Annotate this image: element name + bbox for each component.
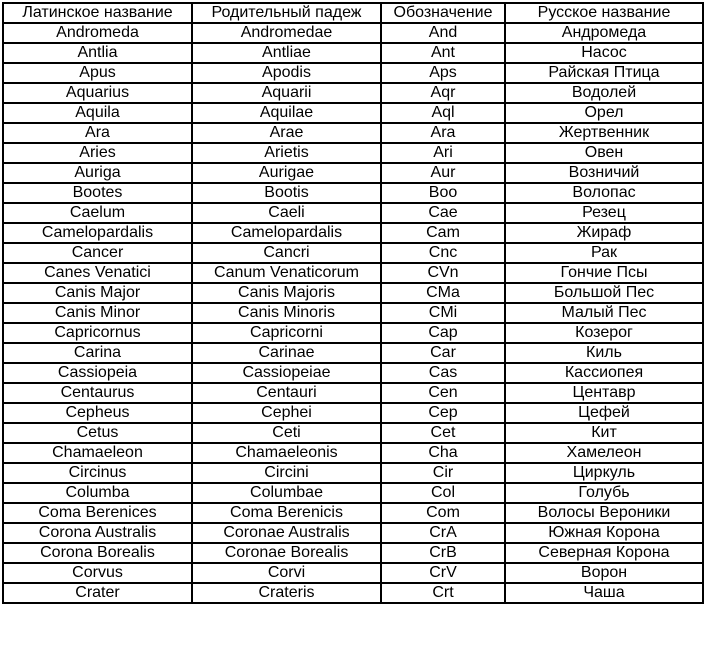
cell-russian-name: Овен <box>505 143 703 163</box>
cell-genitive: Aquarii <box>192 83 381 103</box>
cell-russian-name: Водолей <box>505 83 703 103</box>
cell-russian-name: Малый Пес <box>505 303 703 323</box>
cell-russian-name: Жираф <box>505 223 703 243</box>
cell-latin-name: Auriga <box>3 163 192 183</box>
table-row <box>3 183 703 203</box>
cell-genitive: Andromedae <box>192 23 381 43</box>
table-row <box>3 223 703 243</box>
cell-latin-name: Canis Major <box>3 283 192 303</box>
cell-latin-name: Apus <box>3 63 192 83</box>
table-row <box>3 163 703 183</box>
table-row <box>3 343 703 363</box>
table-row <box>3 463 703 483</box>
cell-genitive: Centauri <box>192 383 381 403</box>
cell-abbreviation: CrB <box>381 543 505 563</box>
cell-russian-name: Козерог <box>505 323 703 343</box>
cell-russian-name: Цефей <box>505 403 703 423</box>
cell-latin-name: Carina <box>3 343 192 363</box>
cell-latin-name: Cetus <box>3 423 192 443</box>
cell-russian-name: Ворон <box>505 563 703 583</box>
cell-genitive: Canis Minoris <box>192 303 381 323</box>
cell-latin-name: Corvus <box>3 563 192 583</box>
cell-latin-name: Cancer <box>3 243 192 263</box>
table-row <box>3 203 703 223</box>
table-row <box>3 543 703 563</box>
table-row <box>3 303 703 323</box>
cell-latin-name: Chamaeleon <box>3 443 192 463</box>
cell-abbreviation: Com <box>381 503 505 523</box>
cell-genitive: Caeli <box>192 203 381 223</box>
cell-russian-name: Рак <box>505 243 703 263</box>
cell-genitive: Cephei <box>192 403 381 423</box>
header-latin-name: Латинское название <box>3 3 192 23</box>
cell-russian-name: Орел <box>505 103 703 123</box>
cell-abbreviation: Cnc <box>381 243 505 263</box>
cell-abbreviation: Crt <box>381 583 505 603</box>
table-header <box>3 3 703 23</box>
cell-genitive: Aquilae <box>192 103 381 123</box>
table-body <box>3 23 703 603</box>
cell-latin-name: Centaurus <box>3 383 192 403</box>
cell-genitive: Coronae Australis <box>192 523 381 543</box>
table-row <box>3 123 703 143</box>
cell-latin-name: Andromeda <box>3 23 192 43</box>
table-row <box>3 243 703 263</box>
cell-genitive: Cassiopeiae <box>192 363 381 383</box>
cell-genitive: Apodis <box>192 63 381 83</box>
cell-genitive: Antliae <box>192 43 381 63</box>
cell-latin-name: Crater <box>3 583 192 603</box>
cell-latin-name: Corona Borealis <box>3 543 192 563</box>
table-row <box>3 43 703 63</box>
cell-abbreviation: Cet <box>381 423 505 443</box>
cell-russian-name: Насос <box>505 43 703 63</box>
cell-russian-name: Центавр <box>505 383 703 403</box>
cell-russian-name: Кассиопея <box>505 363 703 383</box>
cell-latin-name: Ara <box>3 123 192 143</box>
cell-russian-name: Волопас <box>505 183 703 203</box>
cell-russian-name: Резец <box>505 203 703 223</box>
cell-abbreviation: Ara <box>381 123 505 143</box>
cell-abbreviation: Aur <box>381 163 505 183</box>
cell-russian-name: Кит <box>505 423 703 443</box>
table-row <box>3 23 703 43</box>
cell-russian-name: Голубь <box>505 483 703 503</box>
cell-abbreviation: Aql <box>381 103 505 123</box>
cell-latin-name: Columba <box>3 483 192 503</box>
cell-genitive: Aurigae <box>192 163 381 183</box>
cell-genitive: Capricorni <box>192 323 381 343</box>
cell-abbreviation: CVn <box>381 263 505 283</box>
cell-genitive: Arae <box>192 123 381 143</box>
table-row <box>3 423 703 443</box>
cell-latin-name: Antlia <box>3 43 192 63</box>
cell-latin-name: Cassiopeia <box>3 363 192 383</box>
constellations-table <box>2 2 704 604</box>
cell-abbreviation: Cas <box>381 363 505 383</box>
table-row <box>3 523 703 543</box>
cell-russian-name: Райская Птица <box>505 63 703 83</box>
table-row <box>3 143 703 163</box>
cell-russian-name: Киль <box>505 343 703 363</box>
table-row <box>3 283 703 303</box>
cell-latin-name: Corona Australis <box>3 523 192 543</box>
cell-genitive: Camelopardalis <box>192 223 381 243</box>
cell-genitive: Canis Majoris <box>192 283 381 303</box>
cell-russian-name: Возничий <box>505 163 703 183</box>
cell-russian-name: Северная Корона <box>505 543 703 563</box>
cell-latin-name: Camelopardalis <box>3 223 192 243</box>
table-row <box>3 403 703 423</box>
cell-genitive: Crateris <box>192 583 381 603</box>
cell-abbreviation: CrA <box>381 523 505 543</box>
cell-abbreviation: Cen <box>381 383 505 403</box>
cell-genitive: Canum Venaticorum <box>192 263 381 283</box>
header-row <box>3 3 703 23</box>
header-genitive: Родительный падеж <box>192 3 381 23</box>
cell-latin-name: Bootes <box>3 183 192 203</box>
cell-abbreviation: Car <box>381 343 505 363</box>
cell-latin-name: Aquila <box>3 103 192 123</box>
table-row <box>3 583 703 603</box>
table-row <box>3 503 703 523</box>
table-row <box>3 103 703 123</box>
cell-latin-name: Capricornus <box>3 323 192 343</box>
cell-latin-name: Aries <box>3 143 192 163</box>
cell-latin-name: Coma Berenices <box>3 503 192 523</box>
cell-genitive: Ceti <box>192 423 381 443</box>
cell-russian-name: Хамелеон <box>505 443 703 463</box>
header-russian-name: Русское название <box>505 3 703 23</box>
cell-genitive: Coronae Borealis <box>192 543 381 563</box>
cell-genitive: Chamaeleonis <box>192 443 381 463</box>
cell-latin-name: Circinus <box>3 463 192 483</box>
cell-abbreviation: Col <box>381 483 505 503</box>
cell-abbreviation: CMi <box>381 303 505 323</box>
cell-russian-name: Циркуль <box>505 463 703 483</box>
cell-genitive: Coma Berenicis <box>192 503 381 523</box>
cell-abbreviation: And <box>381 23 505 43</box>
table-row <box>3 483 703 503</box>
cell-abbreviation: CrV <box>381 563 505 583</box>
cell-russian-name: Андромеда <box>505 23 703 43</box>
table-row <box>3 383 703 403</box>
cell-russian-name: Чаша <box>505 583 703 603</box>
cell-abbreviation: Cep <box>381 403 505 423</box>
cell-genitive: Cancri <box>192 243 381 263</box>
cell-latin-name: Cepheus <box>3 403 192 423</box>
cell-abbreviation: Ari <box>381 143 505 163</box>
cell-abbreviation: Cir <box>381 463 505 483</box>
cell-abbreviation: Cap <box>381 323 505 343</box>
cell-latin-name: Canis Minor <box>3 303 192 323</box>
table-row <box>3 263 703 283</box>
cell-latin-name: Canes Venatici <box>3 263 192 283</box>
table-row <box>3 83 703 103</box>
cell-abbreviation: Ant <box>381 43 505 63</box>
cell-abbreviation: CMa <box>381 283 505 303</box>
cell-latin-name: Caelum <box>3 203 192 223</box>
cell-abbreviation: Boo <box>381 183 505 203</box>
table-row <box>3 443 703 463</box>
cell-genitive: Columbae <box>192 483 381 503</box>
cell-abbreviation: Cae <box>381 203 505 223</box>
cell-abbreviation: Aqr <box>381 83 505 103</box>
cell-genitive: Circini <box>192 463 381 483</box>
table-row <box>3 363 703 383</box>
cell-abbreviation: Aps <box>381 63 505 83</box>
cell-russian-name: Гончие Псы <box>505 263 703 283</box>
cell-russian-name: Волосы Вероники <box>505 503 703 523</box>
cell-genitive: Arietis <box>192 143 381 163</box>
cell-genitive: Bootis <box>192 183 381 203</box>
cell-genitive: Carinae <box>192 343 381 363</box>
header-abbreviation: Обозначение <box>381 3 505 23</box>
cell-russian-name: Южная Корона <box>505 523 703 543</box>
table-row <box>3 563 703 583</box>
cell-latin-name: Aquarius <box>3 83 192 103</box>
cell-genitive: Corvi <box>192 563 381 583</box>
cell-russian-name: Жертвенник <box>505 123 703 143</box>
table-row <box>3 63 703 83</box>
cell-abbreviation: Cha <box>381 443 505 463</box>
table-row <box>3 323 703 343</box>
cell-abbreviation: Cam <box>381 223 505 243</box>
cell-russian-name: Большой Пес <box>505 283 703 303</box>
